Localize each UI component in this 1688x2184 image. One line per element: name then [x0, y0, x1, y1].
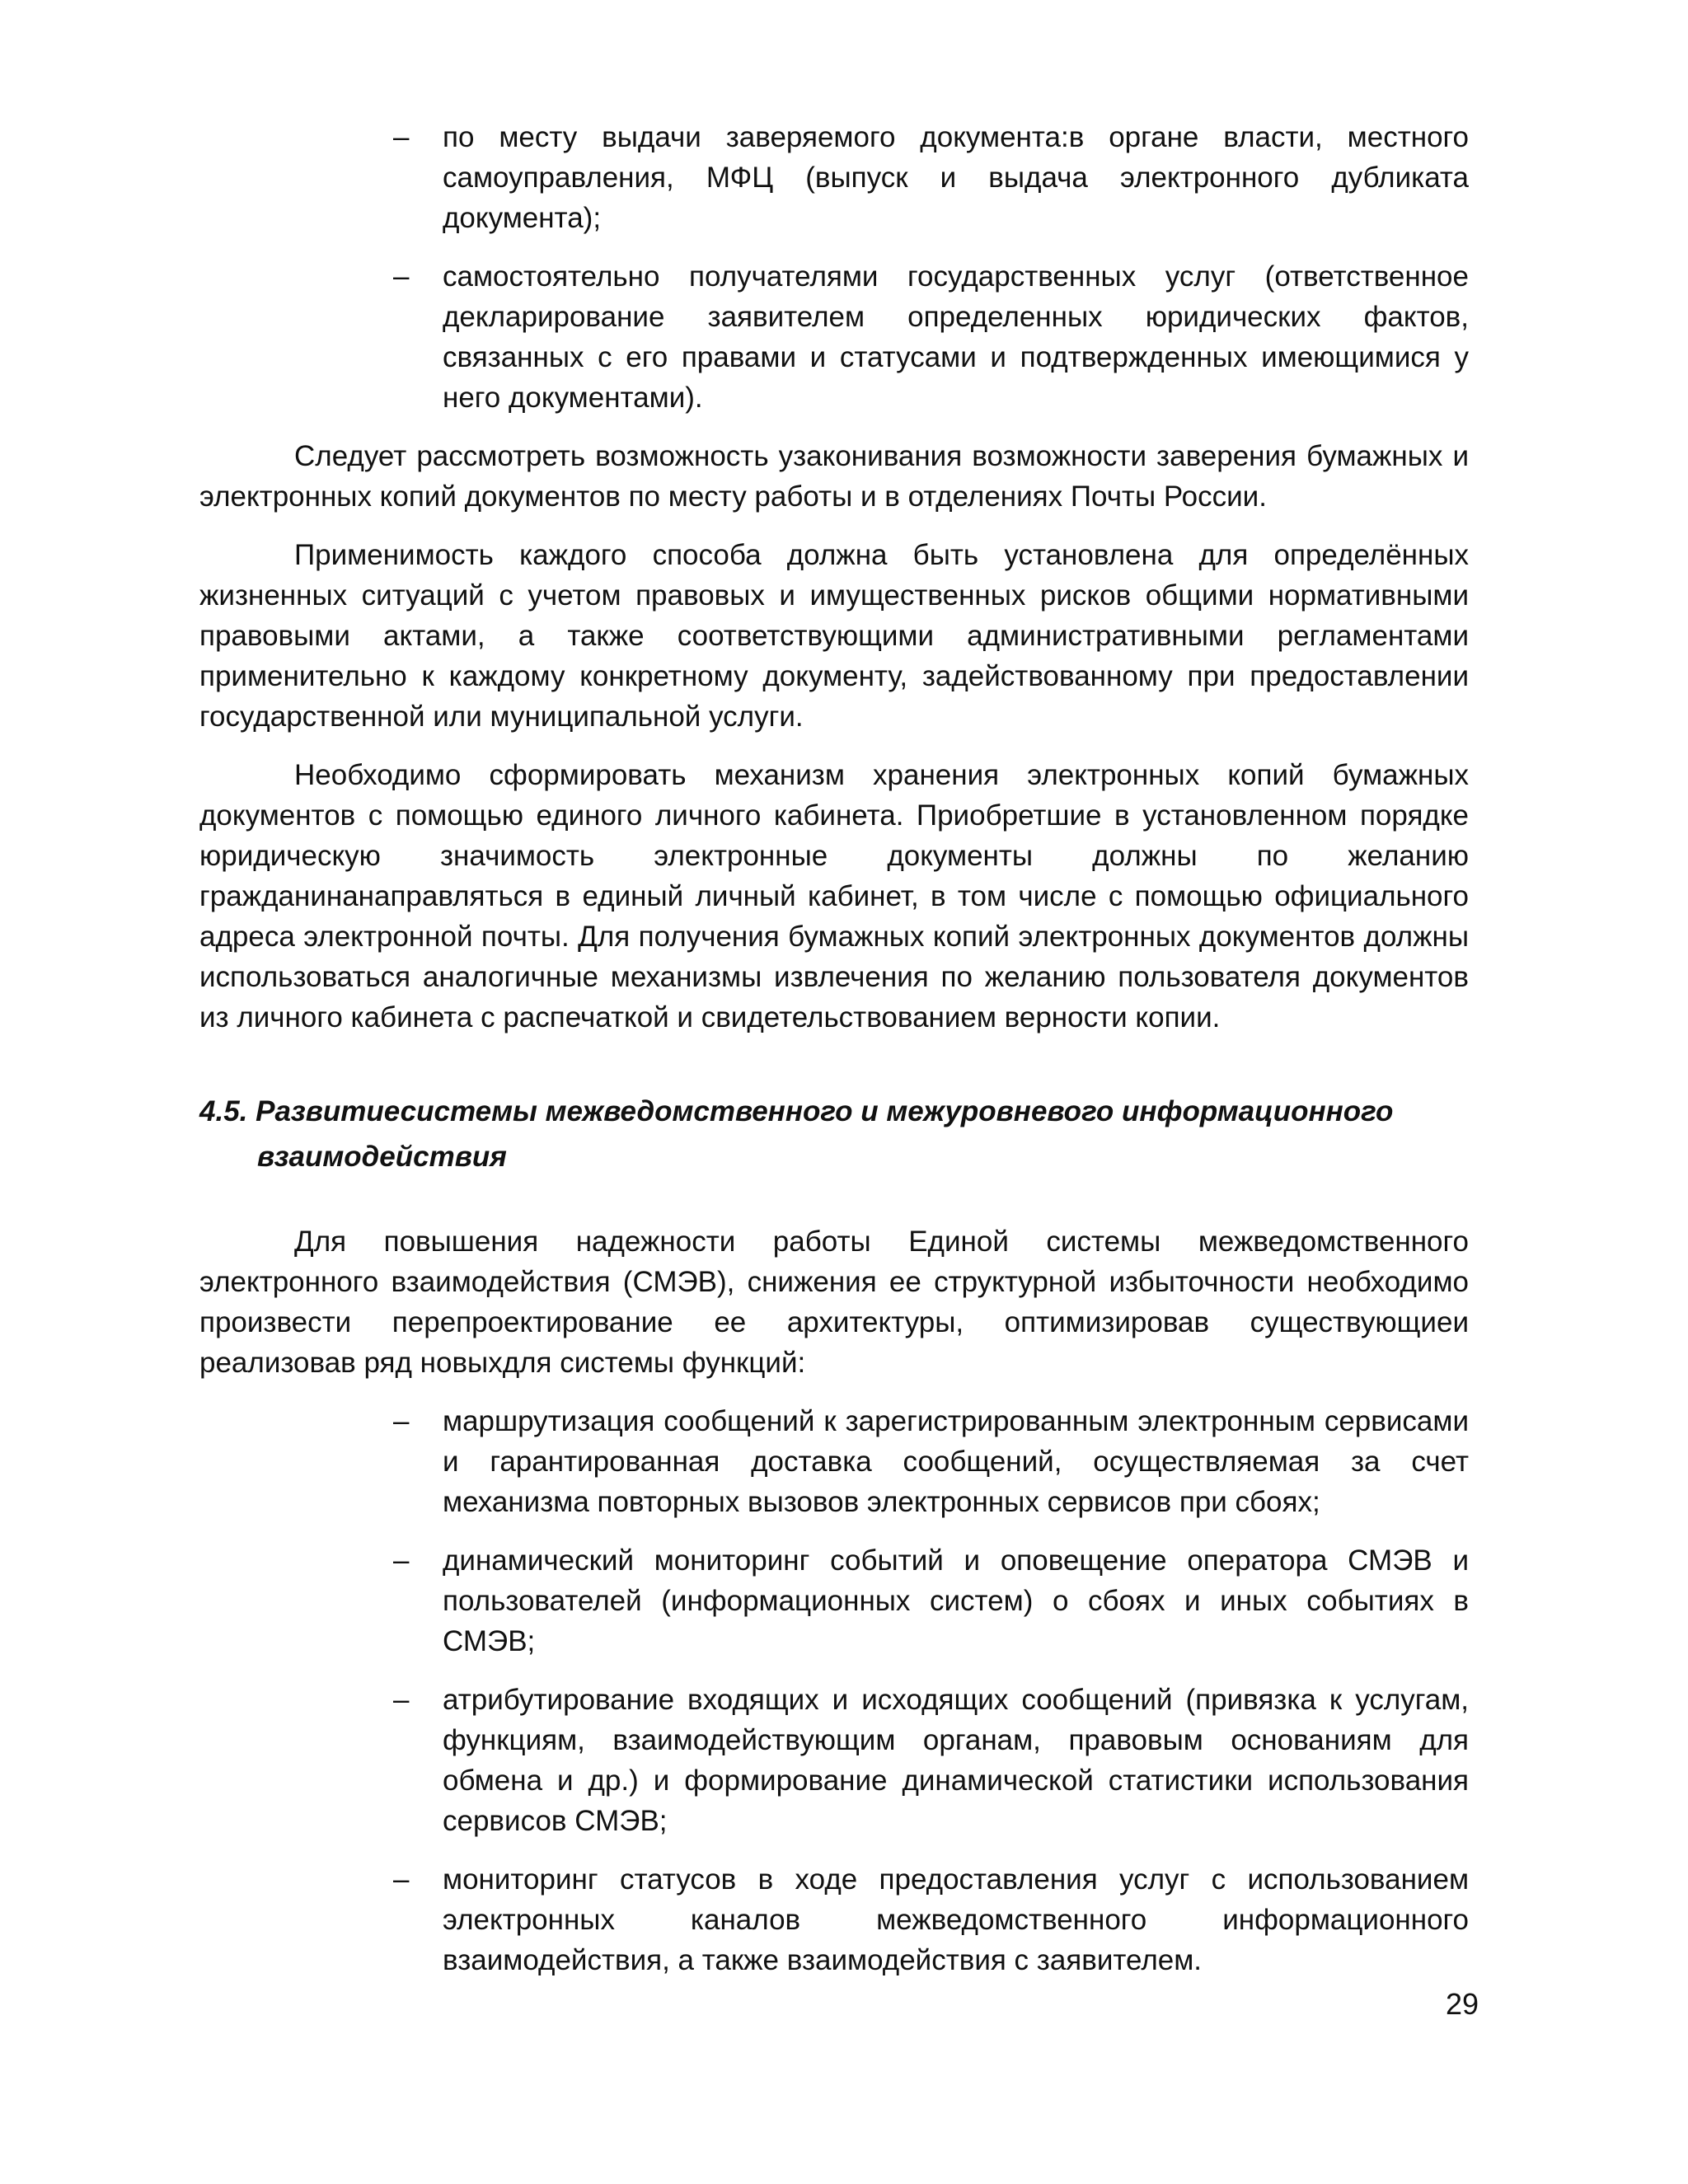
list-item-text: маршрутизация сообщений к зарегистрированным электронным сервисами и гарантированная доставка сообщений, осуществляемая за счет механизма повторных вызовов электронных сервисов при сбоях; [443, 1405, 1469, 1519]
list-item [393, 117, 1469, 238]
paragraph: Следует рассмотреть возможность узаконивания возможности заверения бумажных и электронных копий документов по месту работы и в отделениях Почты России. [199, 440, 1469, 513]
list-item-text: по месту выдачи заверяемого документа:в органе власти, местного самоуправления, МФЦ (выпуск и выдача электронного дубликата документа); [443, 121, 1469, 234]
dash-marker: – [393, 1863, 410, 1896]
bullet-list-bottom [199, 1401, 1469, 1980]
list-item [393, 1680, 1469, 1841]
paragraph: Необходимо сформировать механизм хранения электронных копий бумажных документов с помощью единого личного кабинета. Приобретшие в установленном порядке юридическую значимость электронные документы должны по желанию гражданинанаправляться в единый личный кабинет, в том числе с помощью официального адреса электронной почты. Для получения бумажных копий электронных документов должны использоваться аналогичные механизмы извлечения по желанию пользователя документов из личного кабинета с распечаткой и свидетельствованием верности копии. [199, 759, 1469, 1033]
section-intro-paragraph: Для повышения надежности работы Единой системы межведомственного электронного взаимодействия (СМЭВ), снижения ее структурной избыточности необходимо произвести перепроектирование ее архитектуры, оптимизировав существующиеи реализовав ряд новыхдля системы функций: [199, 1226, 1469, 1380]
document-page [199, 117, 1469, 1980]
list-item [393, 1540, 1469, 1661]
page-number: 29 [1445, 1987, 1479, 2021]
dash-marker: – [393, 1544, 410, 1577]
list-item [393, 256, 1469, 418]
list-item-text: самостоятельно получателями государственных услуг (ответственное декларирование заявителем определенных юридических фактов, связанных с его правами и статусами и подтвержденных имеющимися у него документами). [443, 260, 1469, 414]
dash-marker: – [393, 260, 410, 293]
list-item-text: атрибутирование входящих и исходящих сообщений (привязка к услугам, функциям, взаимодействующим органам, правовым основаниям для обмена и др.) и формирование динамической статистики использования сервисов СМЭВ; [443, 1684, 1469, 1838]
dash-marker: – [393, 1684, 410, 1717]
section-heading: 4.5. Развитиесистемы межведомственного и межуровневого информационного взаимодействия [199, 1095, 1394, 1173]
list-item [393, 1859, 1469, 1980]
list-item-text: динамический мониторинг событий и оповещение оператора СМЭВ и пользователей (информационных систем) о сбоях и иных событиях в СМЭВ; [443, 1544, 1469, 1658]
paragraph: Применимость каждого способа должна быть установлена для определённых жизненных ситуаций с учетом правовых и имущественных рисков общими нормативными правовыми актами, а также соответствующими административными регламентами применительно к каждому конкретному документу, задействованному при предоставлении государственной или муниципальной услуги. [199, 539, 1469, 733]
bullet-list-top [199, 117, 1469, 418]
dash-marker: – [393, 1405, 410, 1438]
dash-marker: – [393, 121, 410, 153]
list-item [393, 1401, 1469, 1522]
list-item-text: мониторинг статусов в ходе предоставления услуг с использованием электронных каналов межведомственного информационного взаимодействия, а также взаимодействия с заявителем. [443, 1863, 1469, 1977]
